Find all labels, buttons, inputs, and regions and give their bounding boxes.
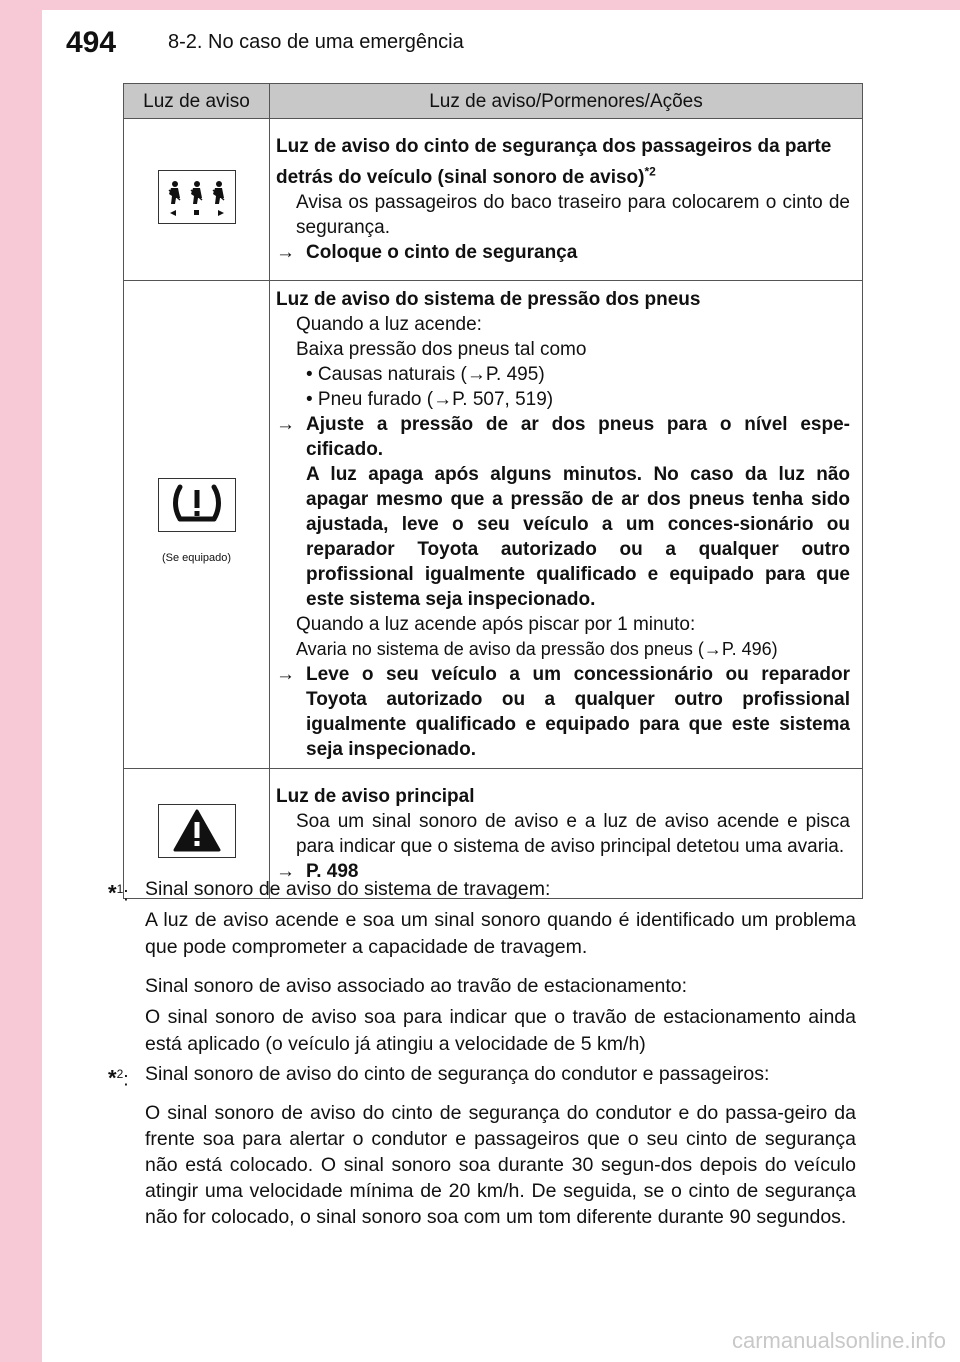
bullet-item: • Pneu furado (→P. 507, 519) <box>306 389 554 410</box>
condition-text: Baixa pressão dos pneus tal como <box>296 339 587 360</box>
footnote-heading: Sinal sonoro de aviso associado ao travão de estacionamento: <box>145 975 688 997</box>
col-header-light: Luz de aviso <box>124 84 270 119</box>
equipped-note: (Se equipado) <box>161 552 232 564</box>
side-color-band <box>0 0 42 1362</box>
condition-text: Quando a luz acende: <box>296 314 482 335</box>
page-number: 494 <box>66 26 117 59</box>
row-title: Luz de aviso do cinto de segurança dos passageiros da parte detrás do veículo (sinal sonoro de aviso)$^{*2}$ <box>276 136 832 188</box>
table-header-row <box>124 84 863 119</box>
footnote-heading: Sinal sonoro de aviso do cinto de segurança do condutor e passageiros: <box>145 1063 770 1085</box>
footnote-2 <box>108 1061 856 1234</box>
row-title: Luz de aviso do sistema de pressão dos pneus <box>276 289 701 310</box>
tire-pressure-warning-icon <box>158 478 236 532</box>
row-action: → Ajuste a pressão de ar dos pneus para o nível espe-cificado. <box>276 414 850 460</box>
watermark: carmanualsonline.info <box>731 1328 946 1353</box>
condition-text: Quando a luz acende após piscar por 1 minuto: <box>296 614 696 635</box>
footnote-text: O sinal sonoro de aviso soa para indicar que o travão de estacionamento ainda está aplicado (o veículo já atingiu a velocidade de 5 km/h) <box>145 1006 856 1055</box>
row-title: Luz de aviso principal <box>276 785 475 807</box>
footnote-text: O sinal sonoro de aviso do cinto de segurança do condutor e do passa-geiro da frente soa para alertar o condutor e passageiros que o seu cinto de segurança não está colocado. O sinal sonoro soa durante 30 segun-dos depois do veículo atingir uma velocidade mínima de 20 km/h. De seguida, se o cinto de segurança não for colocado, o sinal sonoro soa com um tom diferente durante 90 segundos. <box>145 1102 856 1228</box>
description-cell <box>270 281 863 769</box>
table-row <box>124 119 863 281</box>
section-title: 8-2. No caso de uma emergência <box>168 31 464 53</box>
row-description: Avisa os passageiros do baco traseiro para colocarem o cinto de segurança. <box>296 191 850 238</box>
footnote-marker: *$^2$: <box>108 1065 129 1091</box>
footnote-text: A luz de aviso acende e soa um sinal sonoro quando é identificado um problema que pode comprometer a capacidade de travagem. <box>145 909 856 958</box>
row-action-detail: A luz apaga após alguns minutos. No caso da luz não apagar mesmo que a pressão de ar dos pneus tenha sido ajustada, leve o seu veículo a um conces-sionário ou reparador Toyota autorizado ou a qualquer outro profissional igualmente qualificado e equipado para que este sistema seja inspecionado. <box>306 464 850 610</box>
description-cell <box>270 119 863 281</box>
table-row <box>124 281 863 769</box>
row-action: → Leve o seu veículo a um concessionário ou reparador Toyota autorizado ou a qualquer outro profissional igualmente qualificado e equipado para que este sistema seja inspecionado. <box>276 664 850 760</box>
icon-cell <box>124 119 270 281</box>
condition-text: Avaria no sistema de aviso da pressão dos pneus (→P. 496) <box>296 639 778 659</box>
warning-light-table <box>123 83 863 899</box>
icon-cell <box>124 281 270 769</box>
row-action: → Coloque o cinto de segurança <box>276 241 578 263</box>
bullet-item: • Causas naturais (→P. 495) <box>306 364 545 385</box>
col-header-details: Luz de aviso/Pormenores/Ações <box>270 84 863 119</box>
footnote-1 <box>108 876 856 1062</box>
row-action: → P. 498 <box>276 860 359 882</box>
footnote-heading: Sinal sonoro de aviso do sistema de travagem: <box>145 878 551 900</box>
row-description: Soa um sinal sonoro de aviso e a luz de aviso acende e pisca para indicar que o sistema de aviso principal detetou uma avaria. <box>296 810 850 857</box>
rear-seatbelt-reminder-icon <box>158 170 236 224</box>
master-warning-icon <box>158 804 236 858</box>
footnote-marker: *$^1$: <box>108 880 129 906</box>
